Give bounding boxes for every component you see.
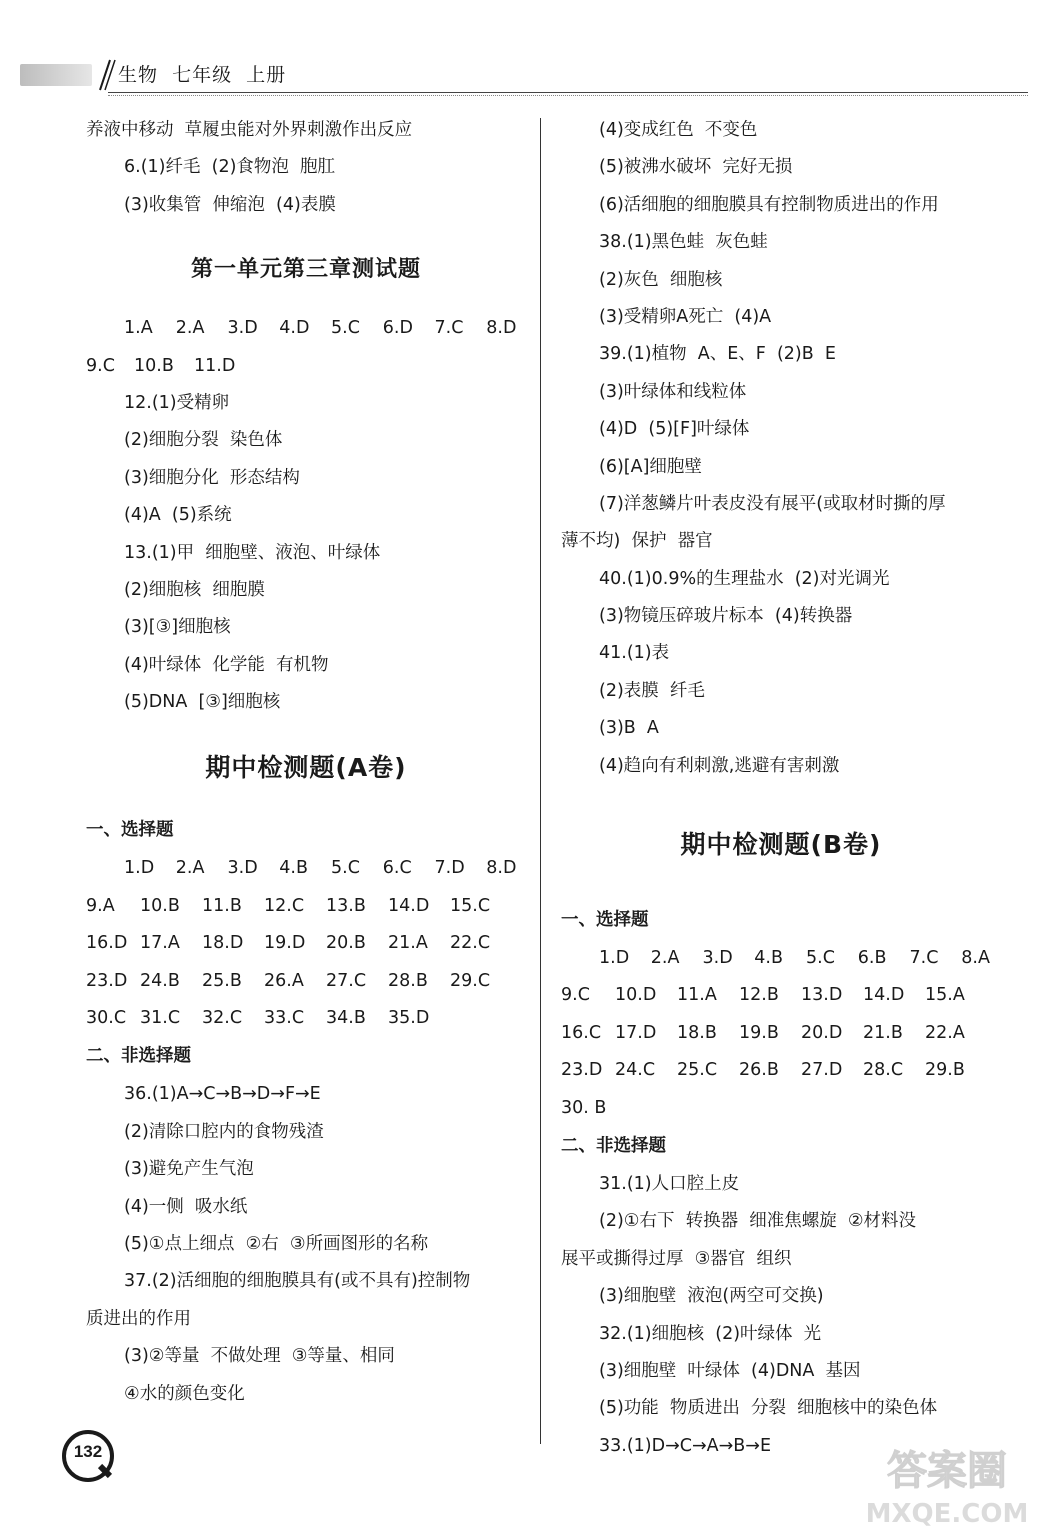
answer: 22.C (450, 933, 491, 954)
answer: 12.C (264, 895, 305, 916)
answer: 9.C (561, 985, 590, 1006)
answer-row (561, 940, 1001, 977)
text-line: (2)细胞核 细胞膜 (124, 579, 265, 600)
answer: 3.D (227, 858, 258, 879)
answer: 13.B (326, 895, 366, 916)
answer: 28.B (388, 970, 428, 991)
answer: 25.C (677, 1060, 718, 1081)
watermark-text: 答案圈 (887, 1448, 1007, 1494)
text-line: (5)功能 物质进出 分裂 细胞核中的染色体 (599, 1398, 938, 1419)
answer: 4.B (279, 858, 308, 879)
text-line: (3)物镜压碎玻片标本 (4)转换器 (599, 606, 853, 627)
answer: 30. B (561, 1097, 607, 1118)
answer-row (561, 1090, 1001, 1127)
answer: 34.B (326, 1008, 366, 1029)
text-line: (3)叶绿体和线粒体 (599, 381, 747, 402)
answer: 29.C (450, 970, 491, 991)
answer: 16.D (86, 933, 128, 954)
answer-row (86, 925, 526, 962)
answer: 27.C (326, 970, 367, 991)
answer: 9.A (86, 895, 115, 916)
answer: 18.D (202, 933, 244, 954)
answer-row (561, 1015, 1001, 1052)
text-line: (3)[③]细胞核 (124, 617, 231, 638)
text-line: (4)趋向有利刺激,逃避有害刺激 (599, 755, 840, 776)
text-line: 32.(1)细胞核 (2)叶绿体 光 (599, 1323, 822, 1344)
text-line: (5)DNA [③]细胞核 (124, 692, 281, 713)
text-line: (3)细胞分化 形态结构 (124, 467, 300, 488)
text-line: (3)收集管 伸缩泡 (4)表膜 (124, 194, 336, 215)
answer: 9.C (86, 355, 115, 376)
answer: 21.A (388, 933, 428, 954)
text-line: 36.(1)A→C→B→D→F→E (124, 1084, 321, 1105)
answer: 8.D (486, 318, 517, 339)
answer: 26.A (264, 970, 304, 991)
text-line: 养液中移动 草履虫能对外界刺激作出反应 (86, 120, 413, 140)
text-line: 40.(1)0.9%的生理盐水 (2)对光调光 (599, 568, 890, 589)
answer: 6.B (857, 948, 887, 969)
text-line: (6)活细胞的细胞膜具有控制物质进出的作用 (599, 194, 939, 215)
answer: 8.A (961, 948, 990, 969)
answer: 2.A (650, 948, 680, 969)
answer-row (86, 888, 526, 925)
answer: 14.D (863, 985, 905, 1006)
answer-row (561, 1052, 1001, 1089)
answer: 10.B (134, 355, 174, 376)
answer: 7.C (909, 948, 939, 969)
answer: 14.D (388, 895, 430, 916)
answer: 4.D (279, 318, 310, 339)
text-line: 展平或撕得过厚 ③器官 组织 (561, 1248, 792, 1269)
answer-row (561, 977, 1001, 1014)
header-title: 生物 七年级 上册 (118, 64, 287, 86)
text-line: 38.(1)黑色蛙 灰色蛙 (599, 232, 768, 253)
text-line: 13.(1)甲 细胞壁、液泡、叶绿体 (124, 542, 381, 563)
text-line: (2)细胞分裂 染色体 (124, 430, 283, 451)
text-line: (2)灰色 细胞核 (599, 269, 723, 290)
answer: 33.C (264, 1008, 305, 1029)
answer: 11.D (194, 355, 236, 376)
section-title: 期中检测题(B卷) (680, 830, 882, 860)
text-line: (3)②等量 不做处理 ③等量、相同 (124, 1346, 395, 1367)
watermark-url: MXQE.COM (865, 1499, 1029, 1529)
answer: 25.B (202, 970, 242, 991)
page-number: 132 (73, 1442, 103, 1461)
text-line: (3)受精卵A死亡 (4)A (599, 306, 772, 327)
answer: 17.A (140, 933, 180, 954)
answer: 15.C (450, 895, 491, 916)
answer: 16.C (561, 1022, 602, 1043)
answer: 1.D (599, 948, 630, 969)
text-line: (3)细胞壁 液泡(两空可交换) (599, 1286, 824, 1307)
text-line: (4)叶绿体 化学能 有机物 (124, 654, 329, 675)
text-line: (2)①右下 转换器 细准焦螺旋 ②材料没 (599, 1211, 917, 1232)
text-line: 薄不均) 保护 器官 (561, 531, 713, 552)
answer: 2.A (175, 858, 205, 879)
subsection-heading: 二、非选择题 (86, 1046, 191, 1067)
answer: 24.C (615, 1060, 656, 1081)
text-line: ④水的颜色变化 (124, 1383, 245, 1404)
answer: 7.C (434, 318, 464, 339)
answer: 1.A (124, 318, 153, 339)
subsection-heading: 一、选择题 (86, 820, 174, 841)
text-line: 41.(1)表 (599, 643, 670, 664)
answer: 13.D (801, 985, 843, 1006)
answer: 5.C (331, 318, 360, 339)
right-column (561, 112, 1001, 1465)
answer: 5.C (331, 858, 360, 879)
answer: 28.C (863, 1060, 904, 1081)
text-line: 39.(1)植物 A、E、F (2)B E (599, 344, 836, 365)
answer: 10.D (615, 985, 657, 1006)
answer: 6.C (382, 858, 412, 879)
answer-row (86, 850, 526, 887)
answer: 27.D (801, 1060, 843, 1081)
answer: 23.D (86, 970, 128, 991)
answer: 30.C (86, 1008, 127, 1029)
header-slash-icon (96, 58, 116, 92)
page-header (18, 56, 1010, 96)
text-line: (4)变成红色 不变色 (599, 120, 758, 140)
answer: 24.B (140, 970, 180, 991)
answer: 20.B (326, 933, 366, 954)
text-line: (3)B A (599, 718, 659, 739)
answer: 21.B (863, 1022, 903, 1043)
answer: 5.C (806, 948, 835, 969)
subsection-heading: 一、选择题 (561, 910, 649, 931)
answer: 23.D (561, 1060, 603, 1081)
answer: 4.B (754, 948, 783, 969)
answer: 6.D (382, 318, 413, 339)
answer: 12.B (739, 985, 779, 1006)
section-title: 第一单元第三章测试题 (190, 256, 421, 282)
answer: 22.A (925, 1022, 965, 1043)
text-line: (4)D (5)[F]叶绿体 (599, 419, 750, 440)
text-line: (4)A (5)系统 (124, 505, 232, 526)
answer: 29.B (925, 1060, 965, 1081)
text-line: 12.(1)受精卵 (124, 392, 230, 413)
answer: 31.C (140, 1008, 181, 1029)
answer-row (86, 963, 526, 1000)
page-number-badge (58, 1428, 118, 1488)
text-line: (3)避免产生气泡 (124, 1159, 254, 1180)
answer: 11.B (202, 895, 242, 916)
answer: 19.B (739, 1022, 779, 1043)
text-line: 33.(1)D→C→A→B→E (599, 1435, 772, 1456)
answer: 7.D (434, 858, 465, 879)
section-title: 期中检测题(A卷) (205, 753, 407, 783)
answer: 8.D (486, 858, 517, 879)
text-line: (3)细胞壁 叶绿体 (4)DNA 基因 (599, 1360, 861, 1381)
text-line: 6.(1)纤毛 (2)食物泡 胞肛 (124, 157, 336, 178)
text-line: 37.(2)活细胞的细胞膜具有(或不具有)控制物 (124, 1271, 471, 1292)
answer-row (86, 310, 526, 347)
answer: 20.D (801, 1022, 843, 1043)
answer: 1.D (124, 858, 155, 879)
text-line: (2)表膜 纤毛 (599, 680, 705, 701)
text-line: 31.(1)人口腔上皮 (599, 1173, 740, 1194)
answer: 17.D (615, 1022, 657, 1043)
answer: 2.A (175, 318, 205, 339)
text-line: (5)被沸水破坏 完好无损 (599, 157, 793, 178)
answer-row (86, 1000, 526, 1037)
answer: 35.D (388, 1008, 430, 1029)
header-decor-bar (20, 64, 92, 86)
text-line: (2)清除口腔内的食物残渣 (124, 1121, 324, 1142)
answer: 10.B (140, 895, 180, 916)
answer: 18.B (677, 1022, 717, 1043)
answer: 11.A (677, 985, 717, 1006)
text-line: (5)①点上细点 ②右 ③所画图形的名称 (124, 1233, 429, 1254)
answer-row (86, 348, 526, 385)
text-line: (7)洋葱鳞片叶表皮没有展平(或取材时撕的厚 (599, 493, 946, 514)
answer: 19.D (264, 933, 306, 954)
left-column (86, 112, 526, 1413)
answer: 3.D (227, 318, 258, 339)
text-line: 质进出的作用 (86, 1308, 191, 1329)
answer: 26.B (739, 1060, 779, 1081)
column-divider (540, 118, 541, 1444)
answer: 3.D (702, 948, 733, 969)
header-rule-dotted (108, 95, 1028, 96)
header-rule (108, 92, 1028, 93)
answer: 15.A (925, 985, 965, 1006)
watermark-logo (862, 1440, 1032, 1530)
text-line: (6)[A]细胞壁 (599, 456, 702, 477)
text-line: (4)一侧 吸水纸 (124, 1196, 248, 1217)
answer: 32.C (202, 1008, 243, 1029)
subsection-heading: 二、非选择题 (561, 1135, 666, 1156)
